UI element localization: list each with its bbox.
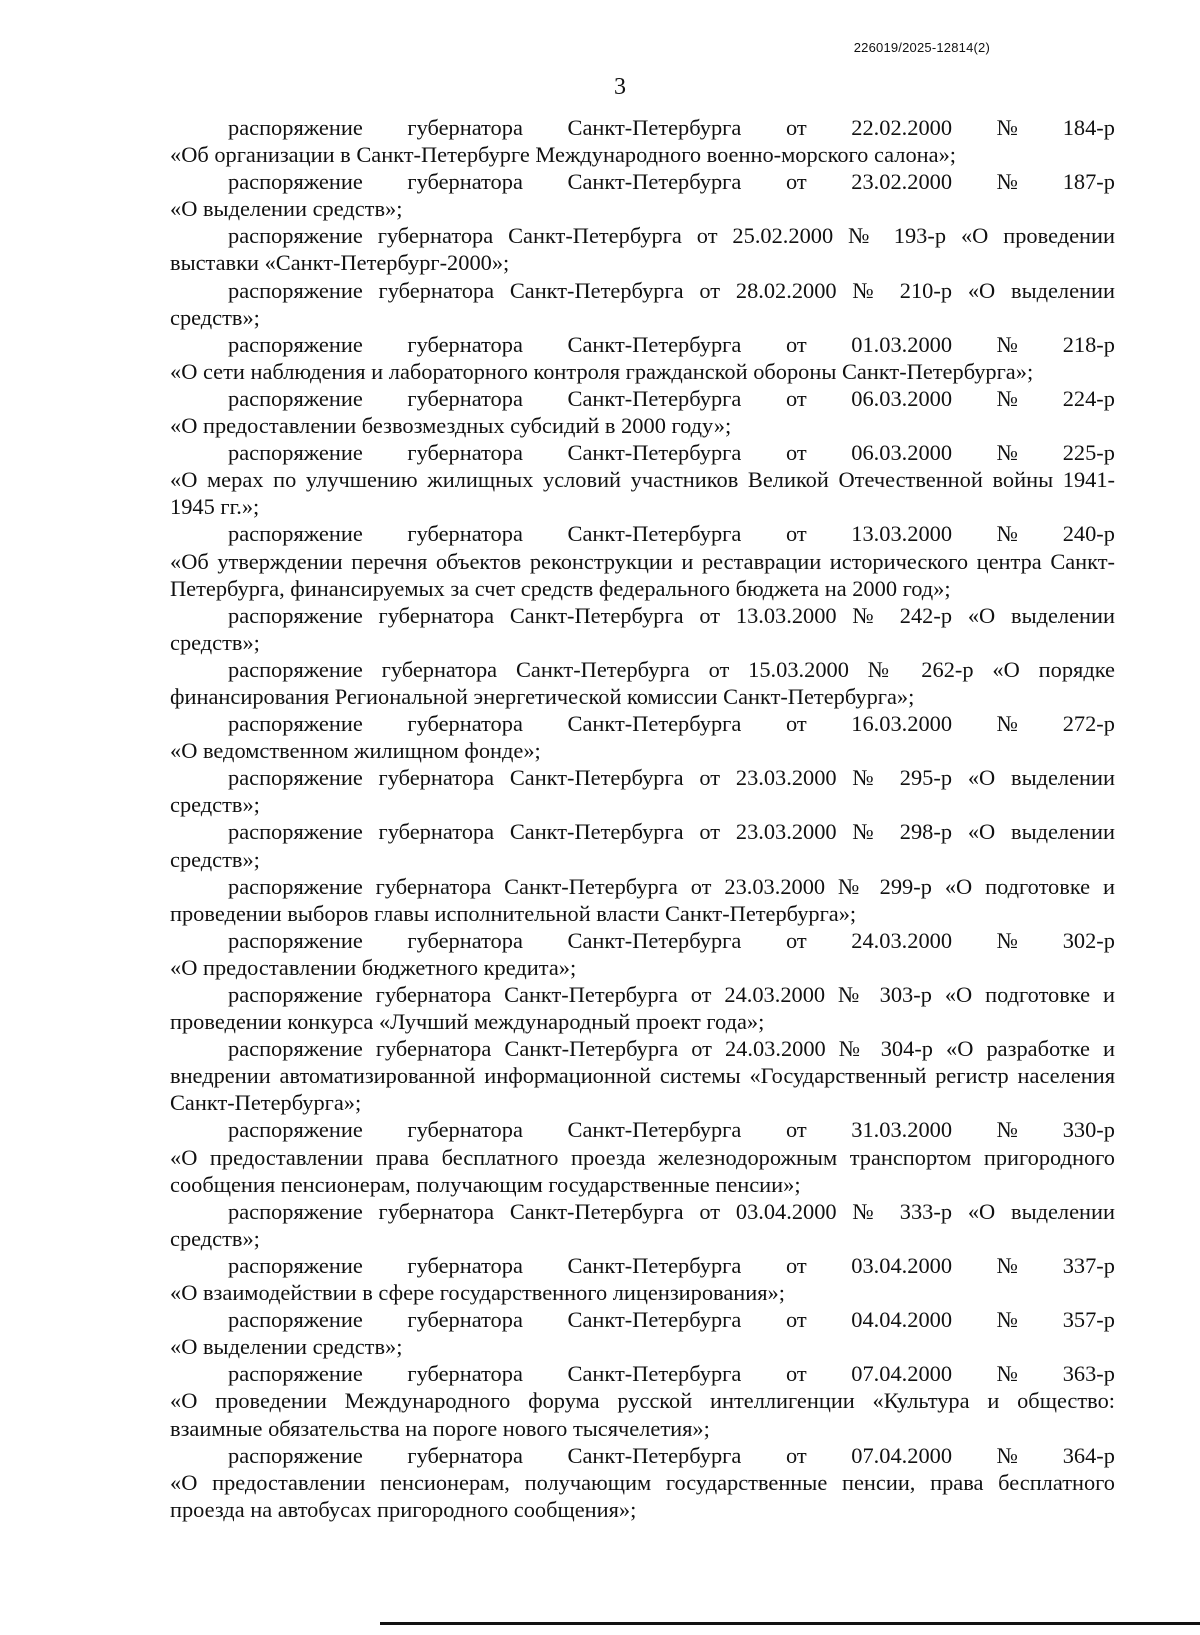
decree-head-word: Санкт-Петербурга xyxy=(567,385,742,411)
decree-head-word: Санкт-Петербурга xyxy=(567,331,742,357)
decree-head-word: распоряжение xyxy=(228,1252,363,1278)
decree-head-word: Санкт-Петербурга xyxy=(567,521,742,547)
decree-head-word: от xyxy=(785,115,807,140)
decree-head-word: 337-р xyxy=(1062,1252,1115,1278)
decree-head-word: № xyxy=(996,1442,1019,1468)
decree-entry-title: «Об организации в Санкт-Петербурге Международного военно-морского салона»; xyxy=(170,142,956,168)
decree-entry: распоряжение губернатора Санкт-Петербурга от 23.03.2000 № 299-р «О подготовке и проведении выборов главы исполнительной власти Санкт-Петербурга»; xyxy=(170,873,1115,926)
decree-head-word: распоряжение xyxy=(228,1117,363,1143)
decree-head-word: Санкт-Петербурга xyxy=(567,1117,742,1143)
decree-head-word: губернатора xyxy=(407,711,523,737)
decree-entry-head xyxy=(170,439,1115,466)
decree-entry-head xyxy=(170,1442,1115,1469)
decree-head-word: 13.03.2000 xyxy=(851,521,953,547)
decree-head-word: 224-р xyxy=(1062,385,1115,411)
decree-entry xyxy=(170,331,1115,385)
decree-head-word: от xyxy=(785,1307,807,1333)
decree-entry xyxy=(170,1360,1115,1441)
decree-entry xyxy=(170,385,1115,439)
decree-entry-head xyxy=(170,1306,1115,1333)
decree-head-word: 363-р xyxy=(1062,1361,1115,1387)
decree-entry-title: «О предоставлении бюджетного кредита»; xyxy=(170,954,577,980)
decree-head-word: губернатора xyxy=(407,1252,523,1278)
decree-entry-title: «О ведомственном жилищном фонде»; xyxy=(170,738,541,764)
decree-entry xyxy=(170,520,1115,601)
decree-entry-head xyxy=(170,114,1115,141)
decree-head-word: распоряжение xyxy=(228,115,363,140)
decree-head-word: Санкт-Петербурга xyxy=(567,1307,742,1333)
decree-head-word: распоряжение xyxy=(228,1361,363,1387)
decree-entry-head xyxy=(170,331,1115,358)
decree-head-word: 330-р xyxy=(1062,1117,1115,1143)
decree-head-word: № xyxy=(996,385,1019,411)
decree-head-word: № xyxy=(996,1307,1019,1333)
decree-head-word: от xyxy=(785,440,807,466)
decree-head-word: распоряжение xyxy=(228,331,363,357)
decree-head-word: от xyxy=(785,331,807,357)
decree-head-word: 357-р xyxy=(1062,1307,1115,1333)
decree-head-word: Санкт-Петербурга xyxy=(567,1252,742,1278)
decree-head-word: 16.03.2000 xyxy=(851,711,953,737)
decree-head-word: Санкт-Петербурга xyxy=(567,1361,742,1387)
decree-entry-title: «О предоставлении безвозмездных субсидий в 2000 году»; xyxy=(170,413,732,439)
decree-head-word: № xyxy=(996,711,1019,737)
decree-head-word: от xyxy=(785,1117,807,1143)
decree-head-word: 302-р xyxy=(1062,927,1115,953)
decree-entry-title: «О сети наблюдения и лабораторного контроля гражданской обороны Санкт-Петербурга»; xyxy=(170,358,1034,384)
decree-entry: распоряжение губернатора Санкт-Петербурга от 28.02.2000 № 210-р «О выделении средств»; xyxy=(170,277,1115,330)
decree-head-word: Санкт-Петербурга xyxy=(567,440,742,466)
decree-head-word: 06.03.2000 xyxy=(851,385,953,411)
decree-head-word: распоряжение xyxy=(228,1442,363,1468)
decree-head-word: 23.02.2000 xyxy=(851,169,953,195)
decree-head-word: от xyxy=(785,169,807,195)
decree-entry-title: «О выделении средств»; xyxy=(170,196,403,222)
decree-entry: распоряжение губернатора Санкт-Петербурга от 23.03.2000 № 295-р «О выделении средств»; xyxy=(170,765,1115,818)
decree-head-word: от xyxy=(785,521,807,547)
bottom-rule xyxy=(380,1622,1200,1625)
decree-head-word: губернатора xyxy=(407,169,523,195)
decree-head-word: Санкт-Петербурга xyxy=(567,1442,742,1468)
decree-entry-head xyxy=(170,520,1115,547)
decree-entry: распоряжение губернатора Санкт-Петербурга от 23.03.2000 № 298-р «О выделении средств»; xyxy=(170,819,1115,872)
decree-head-word: распоряжение xyxy=(228,927,363,953)
decree-entry-title: «Об утверждении перечня объектов реконструкции и реставрации исторического центра Санкт-Петербурга, финансируемых за счет средств федерального бюджета на 2000 год»; xyxy=(170,548,1115,601)
decree-entry-title: «О взаимодействии в сфере государственного лицензирования»; xyxy=(170,1280,785,1306)
decree-entry-head xyxy=(170,927,1115,954)
decree-head-word: губернатора xyxy=(407,440,523,466)
decree-entry: распоряжение губернатора Санкт-Петербурга от 13.03.2000 № 242-р «О выделении средств»; xyxy=(170,602,1115,655)
decree-entry-title: «О мерах по улучшению жилищных условий участников Великой Отечественной войны 1941-1945 гг.»; xyxy=(170,467,1115,520)
decree-head-word: 272-р xyxy=(1062,711,1115,737)
decree-entry-head xyxy=(170,1360,1115,1387)
document-body xyxy=(170,114,1115,1523)
decree-head-word: от xyxy=(785,1442,807,1468)
decree-head-word: от xyxy=(785,1361,807,1387)
decree-entry xyxy=(170,439,1115,520)
decree-entry: распоряжение губернатора Санкт-Петербурга от 24.03.2000 № 304-р «О разработке и внедрении автоматизированной информационной системы «Государственный регистр населения Санкт-Петербурга»; xyxy=(170,1036,1115,1116)
decree-head-word: от xyxy=(785,927,807,953)
decree-head-word: 01.03.2000 xyxy=(851,331,953,357)
decree-head-word: 218-р xyxy=(1062,331,1115,357)
decree-head-word: губернатора xyxy=(407,927,523,953)
decree-head-word: губернатора xyxy=(407,115,523,140)
decree-head-word: губернатора xyxy=(407,1442,523,1468)
decree-head-word: от xyxy=(785,1252,807,1278)
decree-head-word: губернатора xyxy=(407,385,523,411)
decree-head-word: 240-р xyxy=(1062,521,1115,547)
decree-entry xyxy=(170,1252,1115,1306)
decree-entry xyxy=(170,1442,1115,1523)
decree-head-word: № xyxy=(996,927,1019,953)
decree-entry xyxy=(170,927,1115,981)
decree-head-word: 07.04.2000 xyxy=(851,1442,953,1468)
decree-head-word: 31.03.2000 xyxy=(851,1117,953,1143)
decree-entry: распоряжение губернатора Санкт-Петербурга от 25.02.2000 № 193-р «О проведении выставки «Санкт-Петербург-2000»; xyxy=(170,223,1115,276)
decree-head-word: № xyxy=(996,331,1019,357)
decree-entry-head xyxy=(170,168,1115,195)
decree-head-word: № xyxy=(996,169,1019,195)
decree-head-word: № xyxy=(996,115,1019,140)
decree-head-word: распоряжение xyxy=(228,385,363,411)
decree-head-word: № xyxy=(996,1361,1019,1387)
decree-head-word: губернатора xyxy=(407,521,523,547)
decree-head-word: губернатора xyxy=(407,1361,523,1387)
decree-head-word: Санкт-Петербурга xyxy=(567,927,742,953)
decree-head-word: 07.04.2000 xyxy=(851,1361,953,1387)
decree-head-word: 364-р xyxy=(1062,1442,1115,1468)
decree-entry-head xyxy=(170,385,1115,412)
decree-head-word: 06.03.2000 xyxy=(851,440,953,466)
decree-head-word: губернатора xyxy=(407,1117,523,1143)
decree-head-word: распоряжение xyxy=(228,1307,363,1333)
decree-entry-head xyxy=(170,1116,1115,1143)
decree-entry: распоряжение губернатора Санкт-Петербурга от 24.03.2000 № 303-р «О подготовке и проведении конкурса «Лучший международный проект года»; xyxy=(170,982,1115,1035)
decree-entry xyxy=(170,168,1115,222)
decree-head-word: 184-р xyxy=(1062,115,1115,140)
decree-head-word: распоряжение xyxy=(228,440,363,466)
decree-head-word: распоряжение xyxy=(228,169,363,195)
decree-head-word: 04.04.2000 xyxy=(851,1307,953,1333)
decree-head-word: 225-р xyxy=(1062,440,1115,466)
decree-head-word: № xyxy=(996,521,1019,547)
page-number: 3 xyxy=(614,74,626,100)
decree-head-word: Санкт-Петербурга xyxy=(567,169,742,195)
decree-head-word: распоряжение xyxy=(228,711,363,737)
document-id: 226019/2025-12814(2) xyxy=(853,40,990,55)
decree-head-word: губернатора xyxy=(407,331,523,357)
decree-head-word: 22.02.2000 xyxy=(851,115,953,140)
decree-head-word: 187-р xyxy=(1062,169,1115,195)
decree-head-word: № xyxy=(996,1117,1019,1143)
decree-head-word: № xyxy=(996,440,1019,466)
decree-entry xyxy=(170,1116,1115,1197)
decree-head-word: 24.03.2000 xyxy=(851,927,953,953)
decree-head-word: № xyxy=(996,1252,1019,1278)
decree-head-word: от xyxy=(785,385,807,411)
decree-head-word: от xyxy=(785,711,807,737)
decree-head-word: распоряжение xyxy=(228,521,363,547)
decree-head-word: Санкт-Петербурга xyxy=(567,115,742,140)
decree-entry xyxy=(170,114,1115,168)
decree-entry: распоряжение губернатора Санкт-Петербурга от 15.03.2000 № 262-р «О порядке финансирования Региональной энергетической комиссии Санкт-Петербурга»; xyxy=(170,656,1115,709)
decree-head-word: Санкт-Петербурга xyxy=(567,711,742,737)
decree-entry-head xyxy=(170,1252,1115,1279)
decree-head-word: 03.04.2000 xyxy=(851,1252,953,1278)
decree-entry xyxy=(170,1306,1115,1360)
decree-entry-title: «О проведении Международного форума русской интеллигенции «Культура и общество: взаимные обязательства на пороге нового тысячелетия»; xyxy=(170,1388,1115,1441)
decree-head-word: губернатора xyxy=(407,1307,523,1333)
decree-entry-head xyxy=(170,710,1115,737)
decree-entry-title: «О предоставлении права бесплатного проезда железнодорожным транспортом пригородного сообщения пенсионерам, получающим государственные пенсии»; xyxy=(170,1144,1115,1197)
decree-entry-title: «О предоставлении пенсионерам, получающим государственные пенсии, права бесплатного проезда на автобусах пригородного сообщения»; xyxy=(170,1469,1115,1522)
decree-entry xyxy=(170,710,1115,764)
decree-entry: распоряжение губернатора Санкт-Петербурга от 03.04.2000 № 333-р «О выделении средств»; xyxy=(170,1198,1115,1251)
decree-entry-title: «О выделении средств»; xyxy=(170,1334,403,1360)
